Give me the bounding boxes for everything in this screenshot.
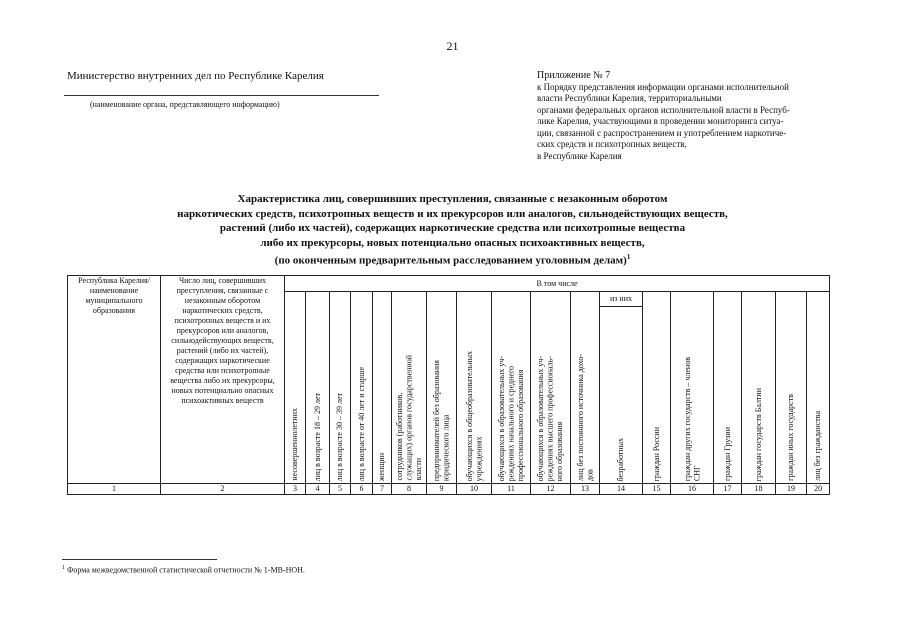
header-col-13: лиц без постоянного источника дохо- дов (571, 292, 600, 484)
footnote-mark: 1 (62, 565, 65, 571)
header-col-19: граждан иных государств (776, 292, 807, 484)
footnote (62, 565, 305, 575)
title-line: (по оконченным предварительным расследованием уголовным делам)$^1$ (274, 253, 631, 267)
column-number: 8 (392, 484, 427, 495)
header-col-16: граждан других государств – членов СНГ (671, 292, 714, 484)
column-number: 19 (776, 484, 807, 495)
appendix-line: Приложение № 7 (537, 70, 611, 81)
column-number: 12 (531, 484, 571, 495)
footnote-separator (62, 559, 217, 560)
column-number: 3 (285, 484, 306, 495)
header-col-5: лиц в возрасте 30 – 39 лет (330, 292, 351, 484)
statistics-table (67, 275, 830, 495)
header-col-7: женщин (373, 292, 392, 484)
title-line: либо их прекурсоры, новых потенциально опасных психоактивных веществ, (260, 236, 645, 249)
column-number: 5 (330, 484, 351, 495)
header-col-12: обучающихся в образовательных уч- реждениях высшего профессиональ- ного образования (531, 292, 571, 484)
authority-underline (64, 95, 379, 96)
column-number: 2 (161, 484, 285, 495)
footnote-text: Форма межведомственной статистической отчетности № 1-МВ-НОН. (67, 565, 305, 575)
column-number: 9 (427, 484, 457, 495)
column-number: 1 (68, 484, 161, 495)
page-number: 21 (446, 39, 459, 53)
column-number: 10 (457, 484, 492, 495)
appendix-block (537, 70, 867, 162)
header-col-14: безработных (600, 307, 643, 484)
authority-note: (наименование органа, представляющего информацию) (90, 100, 280, 109)
column-number: 11 (492, 484, 531, 495)
column-number: 20 (807, 484, 830, 495)
appendix-line: органами федеральных органов исполнительной власти в Респуб- (537, 104, 790, 115)
header-col-11: обучающихся в образовательных уч- реждениях начального и среднего профессионального образования (492, 292, 531, 484)
appendix-line: власти Республики Карелия, территориальными (537, 93, 722, 103)
header-col-15: граждан России (643, 292, 671, 484)
column-number: 18 (742, 484, 776, 495)
header-col-18: граждан государств Балтии (742, 292, 776, 484)
column-number: 15 (643, 484, 671, 495)
header-in-that-number: В том числе (285, 276, 830, 292)
column-number: 7 (373, 484, 392, 495)
title-line: наркотических средств, психотропных веществ и их прекурсоров или аналогов, сильнодействующих веществ, (177, 207, 728, 220)
header-col-4: лиц в возрасте 18 – 29 лет (306, 292, 330, 484)
column-number: 16 (671, 484, 714, 495)
column-number: 14 (600, 484, 643, 495)
document-title (60, 192, 845, 268)
column-number: 6 (351, 484, 373, 495)
header-of-them: из них (600, 292, 643, 307)
column-number: 17 (714, 484, 742, 495)
header-total-count: Число лиц, совершивших преступления, связанные с незаконным оборотом наркотических средств, психотропных веществ и их прекурсоров или аналогов, сильнодействующих веществ, растений (либо их частей), содержащих наркотические средства или психотропные вещества либо их прекурсоры, новых потенциально опасных психоактивных веществ (161, 276, 285, 484)
appendix-line: в Республике Карелия (537, 150, 622, 161)
column-number: 4 (306, 484, 330, 495)
title-line: Характеристика лиц, совершивших преступления, связанные с незаконным оборотом (237, 193, 668, 205)
header-col-20: лиц без гражданства (807, 292, 830, 484)
header-col-17: граждан Грузии (714, 292, 742, 484)
header-region: Республика Карелия/ наименование муниципального образования (68, 276, 161, 484)
header-col-6: лиц в возрасте от 40 лет и старше (351, 292, 373, 484)
title-footnote-mark: 1 (626, 253, 631, 261)
header-col-10: обучающихся в общеобразовательных учреждениях (457, 292, 492, 484)
header-col-8: сотрудников (работников, служащих) органов государственной власти (392, 292, 427, 484)
appendix-line: к Порядку представления информации органами исполнительной (537, 81, 789, 92)
header-col-9: предпринимателей без образования юридического лица (427, 292, 457, 484)
column-number: 13 (571, 484, 600, 495)
title-line: растений (либо их частей), содержащих наркотические средства или психотропные вещества (219, 222, 686, 234)
header-col-3: несовершеннолетних (285, 292, 306, 484)
ministry-name: Министерство внутренних дел по Республике Карелия (67, 70, 324, 82)
appendix-line: ции, связанной с распространением и употреблением наркотиче- (537, 127, 787, 138)
appendix-line: лике Карелия, участвующими в проведении мониторинга ситуа- (537, 116, 784, 126)
appendix-line: ских средств и психотропных веществ, (537, 139, 687, 149)
